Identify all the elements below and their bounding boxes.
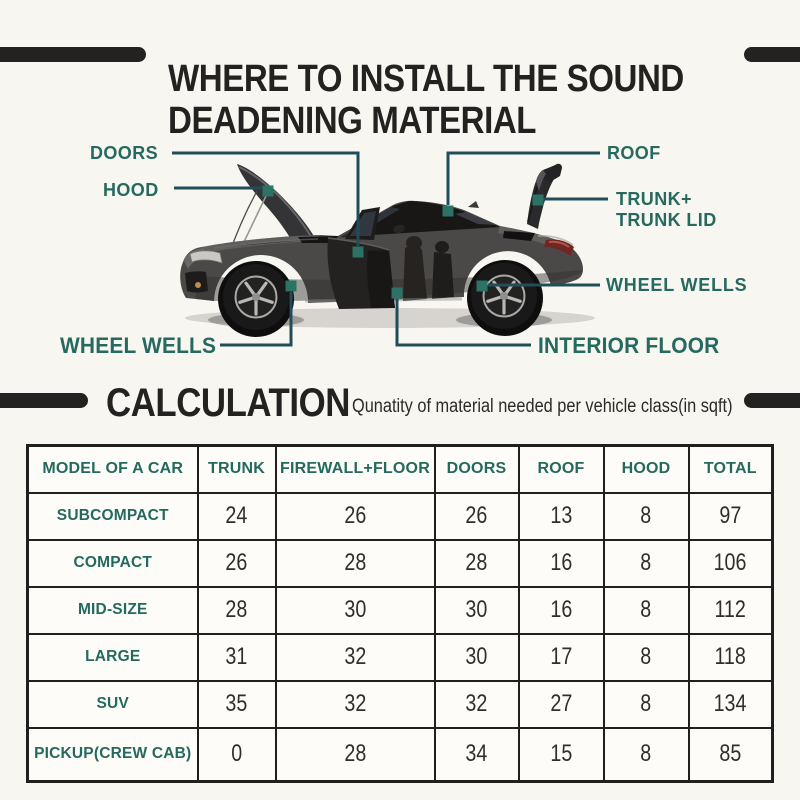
value-cell: 28 xyxy=(225,596,248,623)
marker-trunk xyxy=(533,195,544,206)
table-row-mid-size xyxy=(28,587,773,634)
value-cell: 8 xyxy=(640,740,652,768)
value-cell: 134 xyxy=(713,690,747,717)
header-firewall-floor: FIREWALL+FLOOR xyxy=(276,446,435,493)
front-wheel xyxy=(218,261,294,337)
label-trunk-line-2: TRUNK LID xyxy=(616,210,717,230)
table-header-row xyxy=(28,446,773,493)
label-wheel-wells-left: WHEEL WELLS xyxy=(60,333,217,358)
value-cell: 8 xyxy=(640,643,652,670)
value-cell: 106 xyxy=(713,549,747,576)
label-interior-floor: INTERIOR FLOOR xyxy=(538,333,720,358)
title-line-1: WHERE TO INSTALL THE SOUND xyxy=(168,58,684,101)
value-cell: 0 xyxy=(231,740,242,768)
marker-hood xyxy=(263,186,274,197)
header-total: TOTAL xyxy=(689,446,773,493)
value-cell: 28 xyxy=(344,740,366,768)
value-cell: 27 xyxy=(550,690,572,717)
value-cell: 31 xyxy=(225,643,248,670)
marker-roof xyxy=(443,206,454,217)
label-wheel-wells-right: WHEEL WELLS xyxy=(606,275,748,295)
value-cell: 26 xyxy=(225,549,248,576)
value-cell: 30 xyxy=(465,596,488,623)
value-cell: 26 xyxy=(344,502,366,529)
value-cell: 30 xyxy=(465,643,488,670)
value-cell: 8 xyxy=(640,690,652,717)
value-cell: 85 xyxy=(719,740,742,768)
table-row-suv xyxy=(28,681,773,728)
title-line-2: DEADENING MATERIAL xyxy=(168,100,537,143)
model-label: LARGE xyxy=(28,634,198,681)
value-cell: 15 xyxy=(550,740,572,768)
calculation-title: CALCULATION xyxy=(106,381,350,425)
table-row-subcompact xyxy=(28,493,773,540)
label-doors: DOORS xyxy=(90,143,159,163)
value-cell: 28 xyxy=(465,549,488,576)
header-doors: DOORS xyxy=(435,446,519,493)
header-roof: ROOF xyxy=(519,446,604,493)
value-cell: 118 xyxy=(714,643,746,670)
table-row-pickup xyxy=(28,728,773,782)
model-label: PICKUP(CREW CAB) xyxy=(28,728,198,782)
value-cell: 32 xyxy=(344,690,366,717)
marker-wheel-wells-right xyxy=(477,281,488,292)
model-label: MID-SIZE xyxy=(28,587,198,634)
marker-interior-floor xyxy=(392,288,403,299)
header-trunk: TRUNK xyxy=(198,446,276,493)
label-hood: HOOD xyxy=(103,180,159,200)
value-cell: 30 xyxy=(344,596,366,623)
value-cell: 34 xyxy=(465,740,488,768)
calculation-divider-right xyxy=(744,393,800,408)
value-cell: 26 xyxy=(465,502,488,529)
open-trunk-lid-shape xyxy=(527,164,562,229)
model-label: SUV xyxy=(28,681,198,728)
value-cell: 32 xyxy=(344,643,366,670)
value-cell: 97 xyxy=(719,502,742,529)
value-cell: 112 xyxy=(714,596,746,623)
value-cell: 24 xyxy=(225,502,248,529)
value-cell: 8 xyxy=(640,549,652,576)
calculation-subtitle: Qunatity of material needed per vehicle class(in sqft) xyxy=(352,396,733,417)
calculation-divider-left xyxy=(0,393,88,408)
label-roof: ROOF xyxy=(607,143,661,163)
value-cell: 8 xyxy=(640,596,652,623)
value-cell: 16 xyxy=(550,596,572,623)
model-label: SUBCOMPACT xyxy=(28,493,198,540)
label-trunk-line-1: TRUNK+ xyxy=(616,189,692,209)
value-cell: 17 xyxy=(550,643,572,670)
marker-wheel-wells-left xyxy=(286,281,297,292)
value-cell: 8 xyxy=(640,502,652,529)
value-cell: 16 xyxy=(550,549,572,576)
table-row-large xyxy=(28,634,773,681)
value-cell: 35 xyxy=(225,690,248,717)
value-cell: 32 xyxy=(465,690,488,717)
marker-doors xyxy=(353,247,364,258)
rear-wheel xyxy=(467,260,543,336)
label-trunk xyxy=(616,189,717,231)
leader-roof xyxy=(448,153,600,205)
header-hood: HOOD xyxy=(604,446,689,493)
table-row-compact xyxy=(28,540,773,587)
model-label: COMPACT xyxy=(28,540,198,587)
header-model: MODEL OF A CAR xyxy=(28,446,198,493)
material-quantity-table xyxy=(26,444,774,783)
value-cell: 13 xyxy=(550,502,572,529)
hood-prop-rod xyxy=(243,196,266,244)
value-cell: 28 xyxy=(344,549,366,576)
